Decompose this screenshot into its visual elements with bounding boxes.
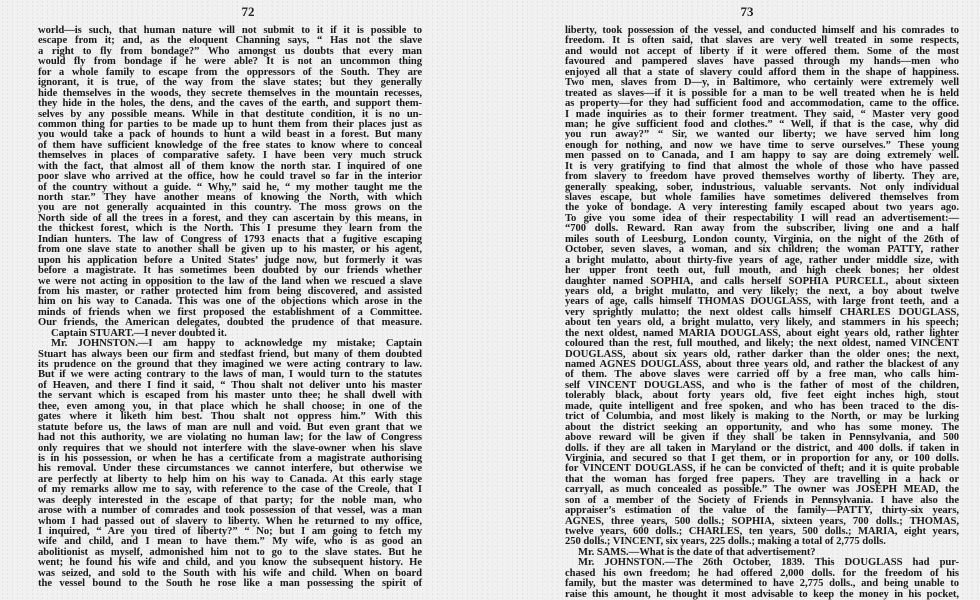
text-line: very sprightly mulatto; the next oldest calls himself CHARLES DOUGLASS, [565,306,959,318]
text-line: you are not generally acquainted in this country. The moss grows on the [38,202,422,214]
text-line: his removal. Under these circumstances we cannot interfere, but otherwise we [38,463,422,475]
text-line: from slavery to freedom have proved themselves worthy of liberty. They are, [565,171,959,183]
text-line: Indian hunters. The law of Congress of 1793 enacts that a fugitive escaping [38,233,422,245]
page-left [38,0,422,590]
text-line: poor slave who arrived at the office, how he could travel so far in the interior [38,171,422,183]
text-line: escape from it; and, as the eloquent Channing says, “ Has not the slave [38,35,422,47]
text-line: north star.” They have another means of knowing the North, with which [38,192,422,203]
text-line: world—is such, that human nature will not submit to it if it is possible to [38,25,422,36]
text-line: upon his application before a United States’ judge now, but formerly it was [38,254,422,266]
text-line: men passed on to Canada, and I am happy to say are doing extremely well. [565,150,959,162]
page-number: 73 [740,4,754,19]
text-line: “700 dolls. Reward. Ran away from the subscriber, living one and a half [565,223,959,235]
text-line: Mr. JOHNSTON.—The 26th October, 1839. This DOUGLASS had pur- [578,557,959,569]
text-line: of my remarks allow me to say, with reference to the case of the Creole, that I [38,484,422,496]
text-line: hide themselves in the woods, they secrete themselves in the mountain recesses, [38,87,422,99]
text-line: of Heaven, and there I find it said, “ Thou shalt not deliver unto his master [38,379,422,391]
text-line: him on his way to Canada. This was one of the objections which arose in the [38,296,422,308]
text-line: went; he found his wife and child, and you know the subsequent history. He [38,557,422,569]
text-line: son of a member of the Society of Friends in Pennsylvania. I have also the [565,494,959,506]
text-line: favoured and pampered slaves have passed through my hands—men who [565,56,959,68]
text-line: treated as slaves—if it is possible for a man to be well treated when he is held [565,87,959,99]
text-line: made, quite intelligent and free spoken, and who has been traced to the dis- [565,400,959,412]
text-line: raise this amount, he thought it most advisable to keep the money in his pocket, [565,588,959,600]
text-line: enjoyed all that a state of slavery could afford them in the shape of happiness. [565,66,959,78]
text-line: slaves escape, but whole families have sometimes delivered themselves from [565,192,959,203]
text-line: are perfectly at liberty to help him on his way to Canada. At this early stage [38,473,422,485]
text-line: her upper front teeth out, full mouth, and high cheek bones; her oldest [565,265,959,277]
text-line: self VINCENT DOUGLASS, and who is the father of most of the children, [565,379,959,391]
text-line: about the district seeking an opportunity, and who has some money. The [565,421,959,433]
text-line: chased his own freedom; he had offered 2,000 dolls. for the freedom of his [565,567,959,579]
text-line: for a whole family to escape from the oppressors of the South. They are [38,66,422,78]
text-line: DOUGLASS, about six years old, rather darker than the older ones; the next, [565,348,959,360]
text-line: Mr. JOHNSTON.—I am happy to acknowledge my mistake; Captain [51,338,422,350]
page-right [565,0,959,600]
text-line: was deeply interested in the escape of that party; for the noble man, who [38,494,422,506]
text-line: carryall, as much concealed as possible.” The owner was JOSEPH MEAD, the [565,484,959,496]
text-line: I made inquiries as to their former treatment. They said, “ Master very good [565,108,959,120]
text-line: Stuart has always been our firm and stedfast friend, but many of them doubted [38,348,422,360]
text-line: It is very gratifying to find that almost the whole of those who have passed [565,160,959,172]
text-line: the yoke of bondage. A very interesting family escaped about two years ago. [565,202,959,214]
text-line: whom I had passed out of slavery to liberty. When he returned to my office, [38,515,422,527]
text-line: had not this authority, we are violating no human law; for the law of Congress [38,432,422,444]
text-line: statute before us, the laws of man are null and void. But even grant that we [38,421,422,433]
text-line: of them have sufficient knowledge of the free states to know where to conceal [38,139,422,151]
text-line: that the woman has forged free papers. They are travelling in a hack or [565,473,959,485]
text-line: as property—for they had sufficient food and accommodation, came to the office. [565,98,959,110]
text-line: minds of friends when we first proposed the establishment of a Committee. [38,306,422,318]
text-line: man; he give sufficient food and clothes.” “ Well, if that is the case, why did [565,118,959,130]
text-line: trict of Columbia, and most likely is making to the North, or may be lurking [565,411,959,423]
text-line: abolitionist as myself, admonished him not to go to the slave states. But he [38,546,422,558]
text-line: 250 dolls.; VINCENT, six years, 225 dolls.; making a total of 2,775 dolls. [565,536,886,548]
text-line: from one slave state to another shall be given up to his master, or his agent, [38,244,422,256]
text-line: Virginia, and secured so that I get them, or in proportion for any, or 100 dolls. [565,452,959,464]
text-line: Captain STUART.—I never doubted it. [51,327,227,339]
text-line: named AGNES DOUGLASS, about three years old, and rather the blackest of any [565,359,959,370]
page-number: 72 [241,4,255,19]
text-line: I inquired, “ Are you tired of liberty?” “ No; but I am going to fetch my [38,526,422,537]
text-line: gates where it liketh him best. Thou shalt not oppress him.” With this [38,411,422,423]
text-line: AGNES, three years, 500 dolls.; SOPHIA, sixteen years, 700 dolls.; THOMAS, [565,515,959,527]
text-line: wife and child, and I mean to have them.” My wife, who is as good an [38,536,422,548]
text-line: arose with a number of comrades and took possession of that vessel, was a man [38,505,422,517]
text-line: twelve years, 600 dolls.; CHARLES, ten years, 500 dolls.; MARIA, eight years, [565,526,959,537]
text-line: coloured than the rest, full mouthed, and likely; the next oldest, named VINCENT [565,338,959,350]
text-line: generally speaking, sober, industrious, valuable servants. Not only individual [565,181,959,193]
text-line: a bright mulatto, about thirty-five years of age, rather under middle size, with [565,254,959,266]
text-line: only requires that we should not interfere with the slave-owner when his slave [38,442,422,454]
text-line: dolls. if they are all taken in Maryland or the district, and 400 dolls. if taken in [565,442,959,454]
text-line: tolerably black, about forty years old, five feet eight inches high, stout [565,390,959,402]
text-line: liberty, took possession of the vessel, and conducted himself and his comrades to [565,25,959,36]
text-line: North side of all the trees in a forest, and they can ascertain by this means, in [38,212,422,224]
text-line: To give you some idea of their respectability I will read an advertisement:— [565,212,959,224]
text-line: for VINCENT DOUGLASS, if he can be convicted of theft; and it is quite probable [565,463,959,475]
text-line: and would not accept of liberty if it were offered them. Some of the most [565,45,959,57]
text-line: you would take a pack of hounds to hunt a wild beast in a forest. But many [38,129,422,141]
text-line: Our friends, the American delegates, doubted the prudence of that measure. [38,317,422,329]
text-line: the thickest forest, which is the North. This I presume they learn from the [38,223,422,235]
text-line: common thing for parties to be made up to hunt them from their places just as [38,118,422,130]
text-line: selves by any possible means. While in that destitute condition, it is no un- [38,108,422,120]
text-line: was seized, and sold to the South with his wife and child. When on board [38,567,422,579]
text-line: themselves in places of comparative safety. I have been very much struck [38,150,422,162]
text-line: Two men, slaves from D—y, in Baltimore, who certainly were extremely well [565,77,959,89]
text-line: years old, a bright mulatto, and very likely; the next, a boy about twelve [565,285,959,297]
text-line: years of age, calls himself THOMAS DOUGLASS, with large front teeth, and a [565,296,959,308]
text-line: the servant which is escaped from his master unto thee; he shall dwell with [38,390,422,402]
text-line: the next oldest, named MARIA DOUGLASS, about eight years old, rather lighter [565,327,959,339]
text-line: ignorant, it is true, of the way from the slave states; but they generally [38,77,422,89]
text-line: of the country without a guide. “ Why,” said he, “ my mother taught me the [38,181,422,193]
text-line: with the fact, that almost all of them know the north star. I inquired of one [38,160,422,172]
text-line: Mr. SAMS.—What is the date of that advertisement? [578,546,816,558]
text-line: appraiser’s estimation of the value of the family—PATTY, thirty-six years, [565,505,959,517]
text-line: the vessel bound to the South he rose like a man possessing the spirit of [38,578,422,590]
text-line: we were not acting in opposition to the law of the land when we rescued a slave [38,275,422,287]
text-line: before a magistrate. It has sometimes been doubted by our friends whether [38,265,422,277]
text-line: above reward will be given if they shall be taken in Pennsylvania, and 500 [565,432,959,444]
text-line: about ten years old, a bright mulatto, very likely, and stammers in his speech; [565,317,959,329]
text-line: you run away?” “ Sir, we wanted our liberty; we have served him long [565,129,959,141]
text-line: freedom. It is often said, that slaves are very well treated in some respects, [565,35,959,47]
text-line: enough for nothing, and now we have time to serve ourselves.” These young [565,139,959,151]
text-line: its prudence on the ground that they imagined we were acting contrary to law. [38,359,422,370]
page-text [38,26,422,590]
text-line: from his master, or rather protected him from being discovered, and assisted [38,285,422,297]
text-line: is in his possession, or when he has a certificate from a magistrate authorising [38,452,422,464]
text-line: daughter named SOPHIA, and calls herself SOPHIA PURCELL, about sixteen [565,275,959,287]
text-line: miles south of Leesburg, London county, Virginia, on the night of the 26th of [565,233,959,245]
text-line: family, but the master was determined to have 2,775 dolls., and being unable to [565,578,959,590]
text-line: they hide in the holes, the dens, and the caves of the earth, and support them- [38,98,422,110]
text-line: October, seven slaves, a woman, and six children; the woman PATTY, rather [565,244,959,256]
text-line: But if we were acting contrary to the laws of man, I would turn to the statutes [38,369,422,381]
text-line: of them. The above slaves were carried off by a free man, who calls him- [565,369,959,381]
text-line: thee, even among you, in that place which he shall choose; in one of the [38,400,422,412]
text-line: would fly from bondage if he were able? It is not an uncommon thing [38,56,422,68]
text-line: a right to fly from bondage?” Who amongst us doubts that every man [38,45,422,57]
page-text [565,26,959,600]
